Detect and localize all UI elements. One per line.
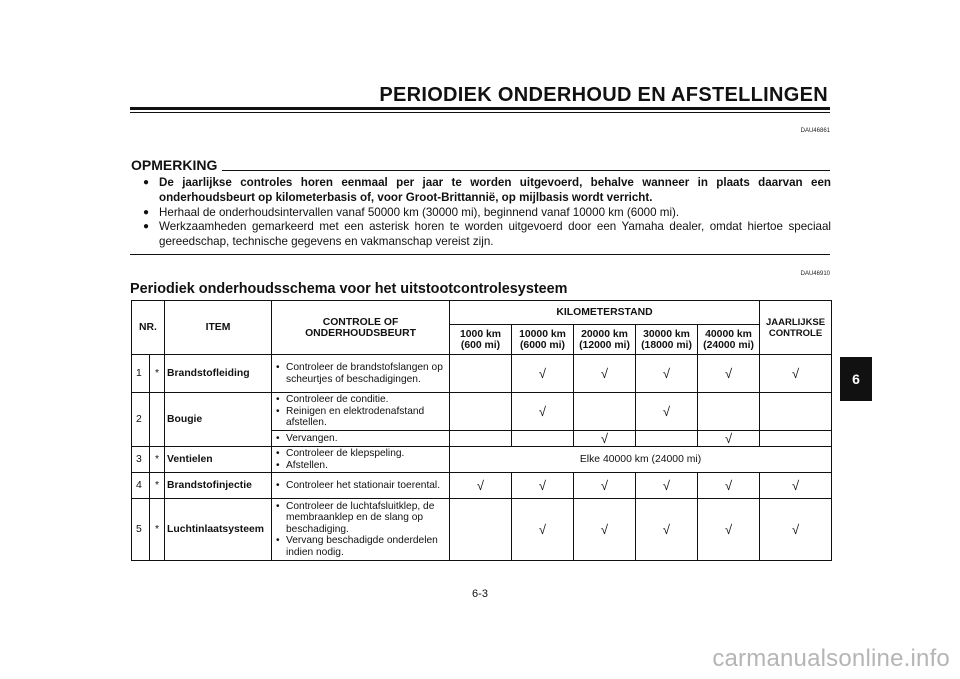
asterisk	[150, 393, 165, 447]
table-row	[132, 393, 832, 431]
check-cell	[698, 393, 760, 431]
check-line	[274, 535, 447, 558]
note-text: Werkzaamheden gemarkeerd met een asterisk horen te worden uitgevoerd door een Yamaha dealer, omdat hiertoe speciaal gereedschap, technische gegevens en vakmanschap vereist zijn.	[159, 220, 831, 249]
header-annual: JAARLIJKSE CONTROLE	[760, 301, 832, 355]
section-heading: Periodiek onderhoudsschema voor het uitstootcontrolesysteem	[130, 281, 568, 297]
bullet-icon: •	[276, 448, 280, 460]
check-text: Vervangen.	[286, 432, 338, 444]
check-mark-icon: √	[760, 473, 832, 499]
title-rule	[130, 107, 830, 110]
check-mark-icon: √	[574, 355, 636, 393]
maintenance-table	[131, 300, 832, 561]
check-mark-icon: √	[698, 499, 760, 561]
header-km: KILOMETERSTAND	[450, 301, 760, 325]
bullet-icon: ●	[143, 177, 150, 188]
item-name: Bougie	[165, 393, 272, 447]
asterisk: *	[150, 355, 165, 393]
check-list	[272, 447, 450, 473]
reference-code: DAU46861	[800, 128, 830, 134]
bullet-icon: •	[276, 459, 280, 471]
bullet-icon: •	[276, 535, 280, 547]
check-mark-icon: √	[512, 393, 574, 431]
check-text: Controleer de conditie.	[286, 394, 389, 406]
check-mark-icon: √	[636, 393, 698, 431]
check-cell	[450, 355, 512, 393]
check-mark-icon: √	[450, 473, 512, 499]
title-rule-thin	[130, 112, 830, 113]
header-nr: NR.	[132, 301, 165, 355]
bullet-icon: •	[276, 500, 280, 512]
check-line	[274, 394, 447, 405]
asterisk: *	[150, 447, 165, 473]
header-interval: 40000 km (24000 mi)	[698, 325, 760, 355]
note-text: Herhaal de onderhoudsintervallen vanaf 50000 km (30000 mi), beginnend vanaf 10000 km (6000 mi).	[159, 205, 680, 219]
header-interval: 30000 km (18000 mi)	[636, 325, 698, 355]
row-number: 2	[132, 393, 150, 447]
check-text: Afstellen.	[286, 459, 328, 471]
check-cell	[450, 499, 512, 561]
check-text: Controleer het stationair toerental.	[286, 479, 441, 491]
check-text: Reinigen en elektrodenafstand afstellen.	[286, 405, 425, 429]
watermark: carmanualsonline.info	[712, 645, 950, 672]
header-interval: 20000 km (12000 mi)	[574, 325, 636, 355]
note-bottom-rule	[130, 254, 830, 255]
note-item	[143, 220, 831, 250]
note-heading: OPMERKING	[131, 157, 218, 173]
check-mark-icon: √	[698, 355, 760, 393]
check-cell	[450, 431, 512, 447]
item-name: Ventielen	[165, 447, 272, 473]
note-text: De jaarlijkse controles horen eenmaal per jaar te worden uitgevoerd, behalve wanneer in plaats daarvan een onderhoudsbeurt op kilometerbasis of, voor Groot-Brittannië, op mijlbasis wordt verricht.	[159, 176, 831, 204]
header-check: CONTROLE OF ONDERHOUDSBEURT	[272, 301, 450, 355]
check-mark-icon: √	[574, 499, 636, 561]
bullet-icon: ●	[143, 221, 150, 233]
table-row	[132, 355, 832, 393]
page-number: 6-3	[472, 588, 488, 600]
check-mark-icon: √	[636, 499, 698, 561]
bullet-icon: •	[276, 479, 280, 491]
check-mark-icon: √	[574, 473, 636, 499]
check-mark-icon: √	[636, 355, 698, 393]
check-mark-icon: √	[636, 473, 698, 499]
bullet-icon: •	[276, 405, 280, 417]
table-row	[132, 499, 832, 561]
check-line	[274, 501, 447, 535]
check-line	[274, 460, 447, 471]
item-name: Brandstofleiding	[165, 355, 272, 393]
header-item: ITEM	[165, 301, 272, 355]
row-number: 1	[132, 355, 150, 393]
interval-span-text: Elke 40000 km (24000 mi)	[450, 447, 832, 473]
check-list	[272, 393, 450, 431]
check-mark-icon: √	[512, 499, 574, 561]
row-number: 4	[132, 473, 150, 499]
check-mark-icon: √	[698, 431, 760, 447]
page-title: PERIODIEK ONDERHOUD EN AFSTELLINGEN	[379, 84, 828, 106]
check-line	[274, 362, 447, 385]
bullet-icon: •	[276, 362, 280, 374]
table-row	[132, 447, 832, 473]
check-list	[272, 499, 450, 561]
asterisk: *	[150, 473, 165, 499]
item-name: Brandstofinjectie	[165, 473, 272, 499]
row-number: 5	[132, 499, 150, 561]
check-list	[272, 431, 450, 447]
check-mark-icon: √	[760, 499, 832, 561]
check-line	[274, 433, 447, 444]
check-cell	[512, 431, 574, 447]
check-cell	[574, 393, 636, 431]
check-cell	[450, 393, 512, 431]
check-line	[274, 448, 447, 459]
check-list	[272, 355, 450, 393]
note-item	[143, 206, 831, 221]
check-line	[274, 406, 447, 429]
bullet-icon: •	[276, 432, 280, 444]
note-rule	[222, 170, 830, 171]
check-mark-icon: √	[512, 355, 574, 393]
check-cell	[760, 393, 832, 431]
check-text: Controleer de brandstofslangen op scheurtjes of beschadigingen.	[286, 362, 443, 385]
bullet-icon: •	[276, 394, 280, 406]
reference-code: DAU46910	[800, 271, 830, 277]
check-line	[274, 480, 447, 491]
check-cell	[760, 431, 832, 447]
check-text: Vervang beschadigde onderdelen indien nodig.	[286, 535, 438, 558]
check-mark-icon: √	[574, 431, 636, 447]
header-interval: 1000 km (600 mi)	[450, 325, 512, 355]
chapter-tab: 6	[840, 357, 872, 401]
asterisk: *	[150, 499, 165, 561]
item-name: Luchtinlaatsysteem	[165, 499, 272, 561]
table-row	[132, 473, 832, 499]
row-number: 3	[132, 447, 150, 473]
check-list	[272, 473, 450, 499]
bullet-icon: ●	[143, 206, 150, 218]
note-list	[143, 176, 831, 250]
header-interval: 10000 km (6000 mi)	[512, 325, 574, 355]
check-mark-icon: √	[698, 473, 760, 499]
check-mark-icon: √	[760, 355, 832, 393]
note-item	[143, 176, 831, 206]
check-cell	[636, 431, 698, 447]
check-text: Controleer de luchtafsluitklep, de membraanklep en de slang op beschadiging.	[286, 500, 435, 535]
check-text: Controleer de klepspeling.	[286, 448, 405, 460]
check-mark-icon: √	[512, 473, 574, 499]
